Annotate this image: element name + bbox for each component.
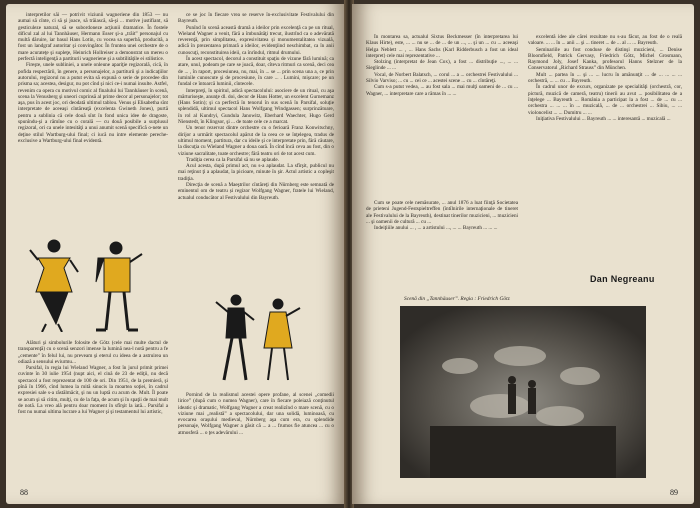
paragraph: Indeiţiiile anului ... , ... a artistului ..., ... ... Bayreuth ... ... ...	[374, 225, 498, 232]
paragraph: Un tenor rezervat dintre orchestre cu o ferioară Franz Konwitschny, dirijor a urmărit spectacolul apărut de la ceea ce se înţelegea, tradus de ultimul moment, partitura, dar cu ideile şi ce interpretate prin, fără căutare, la discuţia cu Wieland Wagner a doua oară. În cînd încă ceva au fost, din o viziune sacralitate, toate orchestre; fără teatru ori de tot acest cum.	[178, 125, 334, 157]
paragraph: În acest spectacol, decorul a constituit spaţiu de vizune fără lumină; ca atare, unul, podeam pe care se joacă, doar, cîteva ritmuri ca scenă, deci cea de ... , în raport, procesiunea, nu, mai, în ... se ... prin scena una a, ce prin luminile cunoscute şi de procesiune, în care ... . Lumini, mişcare; pe un fundal ce întoarcă luminii, cîntecele.	[178, 56, 334, 88]
paragraph: Iniţiativa Festivalului ... Bayreuth ... ... interesantă ... muzicală ...	[536, 115, 671, 122]
photo-caption: Scenă din „Tannhäuser”. Regia : Friedrich Götz	[404, 296, 510, 302]
dancers-illustration-left	[26, 232, 156, 332]
right-page	[352, 4, 694, 504]
paragraph: Punînd în scenă această dramă a ideilor prin excelenţă ca pe un ritual, Wieland Wagner a venit, fără a îmbunătăţi trecut, ilustrînd ca o adevărată reverenţă, prin simplitatea, expresivitatea și monumentalitatea vizuală, adică în prezentarea primară a ideilor, evidenţiind neschimbat, ca în anii cunoscuţi, reconstituirea ideii, ca înrîndul, ritmul drumului.	[178, 24, 334, 56]
paragraph: ce se joc în fiecare vrea se reserve în-exclusivitate Festivalului din Bayreuth.	[178, 12, 334, 25]
paragraph: Acul acesta, după primul act, nu s-a aplaudat. La sfîrşit, publicul nu mai reţinut ţi a aplaudat, la picioare, minute în şir. Actul artistic a copleşit tradiţia.	[178, 163, 334, 182]
right-column-1	[366, 34, 518, 192]
paragraph: Cum s-a putut vedea, ... au fost sala ... mai mulţi oameni de ... cu ... Wagner, ... interpretare care a rămas în ... ...	[366, 84, 518, 97]
stage-photo-scene	[400, 306, 646, 478]
left-column-1-bottom	[18, 340, 168, 490]
paragraph: Parsifal, în regia lui Wieland Wagner, a fost în jurul primit primei cuvinte în 30 iulie 1954 (nupt aici, el cină de 23 de ediţii, nu decă spectacol a fost reprezentat de 100 de ori. Din 1951, de la premieră, şi pînă în 1966, cînd lumea la mită sinucis la moartea soţiei, în cadrul expresiei sale s-a răstălmăcit, şi nu un luptă cu acum de. Mult. Îl poate se acum şi să citim, mulţi, cu de la faţa, de acum şi în spaţii de mai mult de notă. La vreo ală pentru doar moment în sfîrşit la iată... Parsifal a fost nu numai ultima lucrare a lui Wagner şi şi testamentul lui artistic,	[18, 365, 168, 416]
page-number-left: 88	[20, 488, 28, 497]
paragraph: În montarea sa, actualul Sixtus Beckmesser (în interpretarea lui Klaus Hirte), este, ... ... nu se ... de ... de un ..., ... şi un ... cu ... aceeaşi Helga Neblett ... , ... Hans Sachs (Karl Ridderbusch a fost un ideal interpret) cele mai reprezentative ...	[366, 34, 518, 59]
stage-photo	[400, 306, 646, 478]
page-number-right: 89	[670, 488, 678, 497]
paragraph: Mult ... partea în ... şi ... ... lucru în amănunţit ... de ... ... ... ... orchestră, ... ... cu ... Bayreuth.	[528, 71, 682, 85]
paragraph: Cum se poate cele nemăsurate, ... anul 1876 a luat fiinţă Societatea de prieteni Jugend-Festspieltreffen (întîlnirile internaţionale de tineret ale Festivalului de la Bayreuth), destinat tinerilor muzicieni, ... muzicieni ... şi oamenii de cultură ... cu ...	[366, 200, 518, 225]
dancers-illustration-center	[206, 288, 316, 388]
paragraph: interpretilor săi — potrivit viziunii wagneriene din 1853 — nu aumai să cînte, ci să şi joace, să trăiască, să-şi ... motive justifiant, să gesticuleze natural, să se subordoneze acţiunii dramatice. În fostele dificul zal al lui Tannhäuser, Hermann Esser şi-a „trăit” personajul cu multă dăruire, iar basul Hans Lotin, cu vocea sa superbă, producită, a fost un landgraf autoritar şi convingător. În fruntea unei orchestre de o mare acurateţe şi supleţe, Heinrich Hollreiser a demonstrat un mereu o perfectă inteligenţă a partiturii wagneriene şi a subtilităţile ei stilistice.	[18, 12, 168, 63]
paragraph: Tradiţia cerea ca la Parsifal să nu se aplaude.	[186, 156, 279, 163]
paragraph: Stolzing (interpretat de Jean Cox), a fost ... distribuţie ..., ... ... Sieglinde ... ...	[366, 59, 518, 72]
paragraph: Alături şi simbolurile folosite de Götz (cele mai multe dactul de transparenţă) cu o scenă senzori imense la lumină nea-l notă pentru a fe „cemente” în felul lui, nu preveam şi eterul cu ideea de a astruirea un odiază a sensului eviurmu...	[18, 340, 168, 365]
left-column-2-bottom	[178, 392, 334, 490]
right-column-1-lower	[366, 200, 518, 288]
left-column-1-top	[18, 12, 168, 226]
paragraph: În cadrul unor de excurs, organizate pe specialităţi (orchestră, cor, pictură, muzică de cameră, teatru) tinerii au avut ... posibilitatea de a înţelege ... Bayreuth ... România a participat la a fost ... de ... cu ... orchestra ... ... ... în ... muzicală, ... de ... orchestrei ... Sibiu, ... ... violoncelist ... ... Dumitru ... ...	[528, 84, 682, 116]
paragraph: Vocal, de Norbert Balatsch, ... corul ... a ... orchestrei Festivalului ... Silvio Varviso; ... cu ... cei ce ... acestei scene ... cu ... cîntăreţi.	[366, 71, 518, 85]
paragraph: Interpreţi, în spiritul, adică spectacolului: asociere de un ritual, cu aşa mărturiseşte, anunţe dl. doi, decor de Hans Hotter, un excelent Gurnemanz (Hans Sotin); şi ca perfectă în tenorul în sus scenă în Parsifal, soluţie splendidă, ultimul spectacol Hans Wolfgang Windgassen; surprinzătoare, în rol al Kundryi, Gundula Janowitz, Eberhard Waechter, Hugo Gerd Nienstedt, în Klingsor, şi ... de toate cele ce a marcat.	[178, 87, 334, 126]
left-column-2	[178, 12, 334, 284]
paragraph: Pornind de la realismul acestei opere profane, al scenei „comedii lirice” (după cum o numea Wagner), care în fiecare poleiază conţinutul ideatic şi dramatic, Wolfgang Wagner a creat realizînd o mare scenă, cu o viziune mai „realistă” a spectacolului, dar una solidă, luminoasă, cu evocarea oraşului medieval, Nürnberg aşa cum era, cu splendide personaje, Wolfgang Wagner a găsit că ... a ... frumos fie atuncea ... cu o atmosferă ... o ţes adevărului ...	[178, 392, 334, 436]
paragraph: Direcţia de scenă a Maeştrilor cîntăreţi din Nürnberg este semnată de eminentul om de teatru și regizor Wolfgang Wagner, fratele lui Wieland, actualul conducător al Festivalului din Bayreuth.	[178, 182, 334, 201]
paragraph: Seminariile au fost conduse de distinşi muzicieni, ... Denise Bloomfield, Patrick Gervasy, Friedrich Götz, Michel Grosmann, Raymond Joly, Josef Kanka, profesorul Hanns Stelzner de la Conservatorul „Richard Strauss” din München.	[528, 46, 682, 72]
paragraph: excelentă idee ale cărei rezultate nu s-au făcut, au fost de o reală valoare. ... ... în ... anii ... şi ... tineret ... de ... al ... ... Bayreuth.	[528, 34, 682, 47]
author-signature: Dan Negreanu	[590, 274, 655, 284]
paragraph: Fireşte, unele subliniei, a unele onleune apariţie regizorală, cică, în pofida respectării, în genere, a personajelor, a partiturii şi a indicaţiilor autorului, regizorul nu a putut evita să expună o serie de procedee din prisma sa; acestea, desigur, nu pot cînd şi nici ce-i numai insulte. Astfel, revenim ca opera cu motivul comic al finalului lui Tannhäuser în scenă, scena la Venusberg şi uneori cuprinsă al prime decor al personajelor; tot aşa, pus în acest joc, ori deodată ultimul tablou. Venus şi Elisabetha sînt interpretate de aceeaşi cîntăreaţă (excelenta Gwineth Jones), purtă pentru a sublinia că cele două sînt în fond unica idee de dragoste, spunîndu-şi a rămîne cu o corală — cu două posibile a surplusul regizoral, ori ca unele intesităţi a unui anumit scenă specifică o-nete un deţine stilul Wartburg-ului final; ci iucă nu intre elemente pereche-exclusive a Wartburg-ului final evidentă.	[18, 62, 168, 144]
right-column-2	[528, 34, 682, 270]
left-page	[6, 4, 346, 504]
